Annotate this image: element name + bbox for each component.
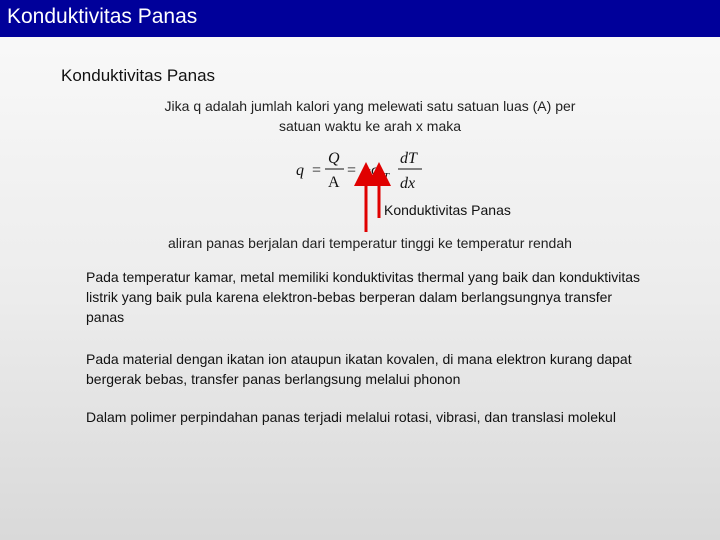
formula-equals-1: =: [312, 162, 322, 179]
intro-line-2: satuan waktu ke arah x maka: [278, 118, 462, 134]
formula-q: q: [296, 162, 304, 179]
formula-A: A: [328, 174, 340, 191]
paragraph-ionic-covalent: Pada material dengan ikatan ion ataupun ikatan kovalen, di mana elektron kurang dapat bergerak bebas, transfer panas berlangsung melalui phonon: [86, 351, 632, 387]
formula-svg: [292, 146, 432, 194]
formula-minus-sigma: −σ: [362, 162, 380, 179]
arrow-label: Konduktivitas Panas: [384, 202, 511, 218]
slide-title: Konduktivitas Panas: [7, 5, 198, 28]
formula-dT: dT: [400, 150, 417, 167]
section-heading: Konduktivitas Panas: [61, 66, 216, 85]
intro-line-1: Jika q adalah jumlah kalori yang melewati satu satuan luas (A) per: [164, 98, 576, 114]
formula-equals-2: =: [347, 162, 357, 179]
title-bar: [0, 0, 720, 37]
heat-flow-text: aliran panas berjalan dari temperatur tinggi ke temperatur rendah: [168, 235, 572, 251]
formula-Q: Q: [328, 150, 340, 167]
formula-sigma-subscript: T: [383, 171, 390, 183]
paragraph-metal: Pada temperatur kamar, metal memiliki konduktivitas thermal yang baik dan konduktivitas listrik yang baik pula karena elektron-bebas berperan dalam berlangsungnya transfer panas: [86, 269, 641, 325]
formula-dx: dx: [400, 175, 416, 192]
paragraph-polymer: Dalam polimer perpindahan panas terjadi melalui rotasi, vibrasi, dan translasi molekul: [86, 409, 616, 425]
heat-flux-formula: [292, 146, 432, 194]
intro-text: [120, 96, 620, 136]
